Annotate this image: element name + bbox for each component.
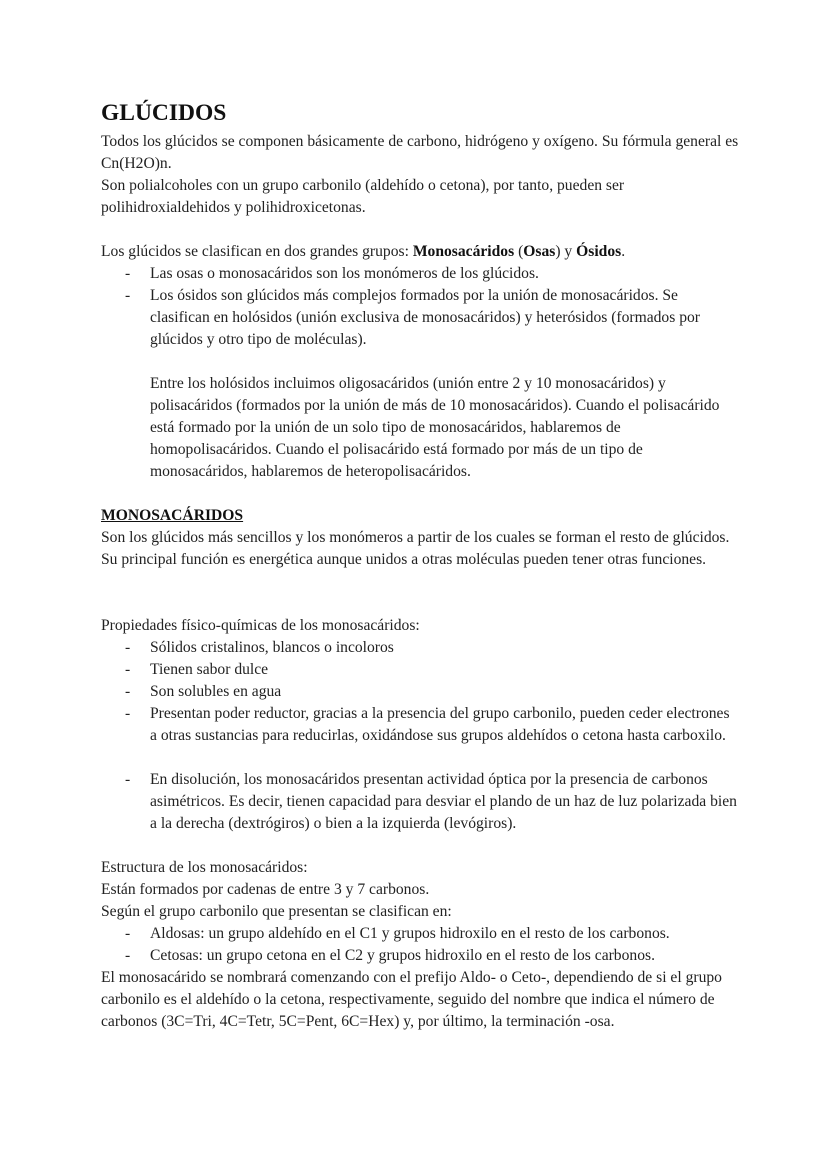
page-title: GLÚCIDOS (101, 100, 227, 126)
list-item-text: Tienen sabor dulce (150, 661, 269, 678)
list-item (101, 703, 741, 747)
list-item (101, 681, 741, 703)
list-item (101, 769, 741, 835)
list-item-text: Sólidos cristalinos, blancos o incoloros (150, 639, 394, 656)
list-item (101, 263, 741, 285)
estructura-line-cadenas: Están formados por cadenas de entre 3 y 7 carbonos. (101, 881, 430, 898)
paren-open: ( (514, 243, 524, 260)
bullet-dash: - (125, 771, 131, 788)
list-item (101, 923, 741, 945)
list-item (101, 285, 741, 351)
section-heading-monosacaridos: MONOSACÁRIDOS (101, 507, 244, 524)
intro-paragraph-formula: Todos los glúcidos se componen básicamente de carbono, hidrógeno y oxígeno. Su fórmula general es Cn(H2O)n. (101, 133, 739, 172)
period: . (621, 243, 626, 260)
nomenclature-paragraph: El monosacárido se nombrará comenzando con el prefijo Aldo- o Ceto-, dependiendo de si el grupo carbonilo es el aldehído o la cetona, respectivamente, seguido del nombre que indica el número de carbonos (3C=Tri, 4C=Tetr, 5C=Pent, 6C=Hex) y, por último, la terminación -osa. (101, 969, 722, 1030)
list-item-text: Aldosas: un grupo aldehído en el C1 y grupos hidroxilo en el resto de los carbonos. (150, 925, 670, 942)
list-item (101, 659, 741, 681)
monosacaridos-paragraph: Son los glúcidos más sencillos y los monómeros a partir de los cuales se forman el resto de glúcidos. Su principal función es energética aunque unidos a otras moléculas pueden tener otras funciones. (101, 529, 730, 568)
bullet-dash: - (125, 265, 131, 282)
list-item-text: En disolución, los monosacáridos presentan actividad óptica por la presencia de carbonos asimétricos. Es decir, tienen capacidad para desviar el plando de un haz de luz polarizada bien a la derecha (dextrógiros) o bien a la izquierda (levógiros). (150, 771, 737, 832)
classification-lead: Los glúcidos se clasifican en dos grandes grupos: (101, 243, 413, 260)
bullet-dash: - (125, 705, 131, 722)
bullet-dash: - (125, 947, 131, 964)
term-osas: Osas (523, 243, 556, 260)
estructura-lead: Estructura de los monosacáridos: (101, 859, 308, 876)
list-item-text: Las osas o monosacáridos son los monómeros de los glúcidos. (150, 265, 539, 282)
propiedades-lead: Propiedades físico-químicas de los monosacáridos: (101, 617, 420, 634)
term-osidos: Ósidos (576, 243, 622, 260)
holosidos-text: Entre los holósidos incluimos oligosacáridos (unión entre 2 y 10 monosacáridos) y polisacáridos (formados por la unión de más de 10 monosacáridos). Cuando el polisacárido está formado por la unión de un solo tipo de monosacáridos, hablaremos de homopolisacáridos. Cuando el polisacárido está formado por más de un tipo de monosacáridos, hablaremos de heteropolisacáridos. (150, 375, 720, 480)
bullet-dash: - (125, 683, 131, 700)
classification-paragraph (101, 241, 741, 263)
bullet-dash: - (125, 661, 131, 678)
intro-paragraph-polyalcohols: Son polialcoholes con un grupo carbonilo (aldehído o cetona), por tanto, pueden ser polihidroxialdehidos y polihidroxicetonas. (101, 177, 625, 216)
list-item-text: Presentan poder reductor, gracias a la presencia del grupo carbonilo, pueden ceder electrones a otras sustancias para reducirlas, oxidándose sus grupos aldehídos o cetona hasta carboxilo. (150, 705, 730, 744)
list-item-text: Cetosas: un grupo cetona en el C2 y grupos hidroxilo en el resto de los carbonos. (150, 947, 655, 964)
estructura-line-clasificacion: Según el grupo carbonilo que presentan se clasifican en: (101, 903, 452, 920)
bullet-dash: - (125, 639, 131, 656)
list-item (101, 945, 741, 967)
term-monosacaridos: Monosacáridos (412, 243, 515, 260)
list-item-text: Son solubles en agua (150, 683, 282, 700)
list-item (101, 637, 741, 659)
holosidos-paragraph (101, 373, 741, 483)
bullet-dash: - (125, 925, 131, 942)
list-item-text: Los ósidos son glúcidos más complejos formados por la unión de monosacáridos. Se clasifican en holósidos (unión exclusiva de monosacáridos) y heterósidos (formados por glúcidos y otro tipo de moléculas). (150, 287, 700, 348)
bullet-dash: - (125, 287, 131, 304)
paren-close-and: ) y (555, 243, 577, 260)
